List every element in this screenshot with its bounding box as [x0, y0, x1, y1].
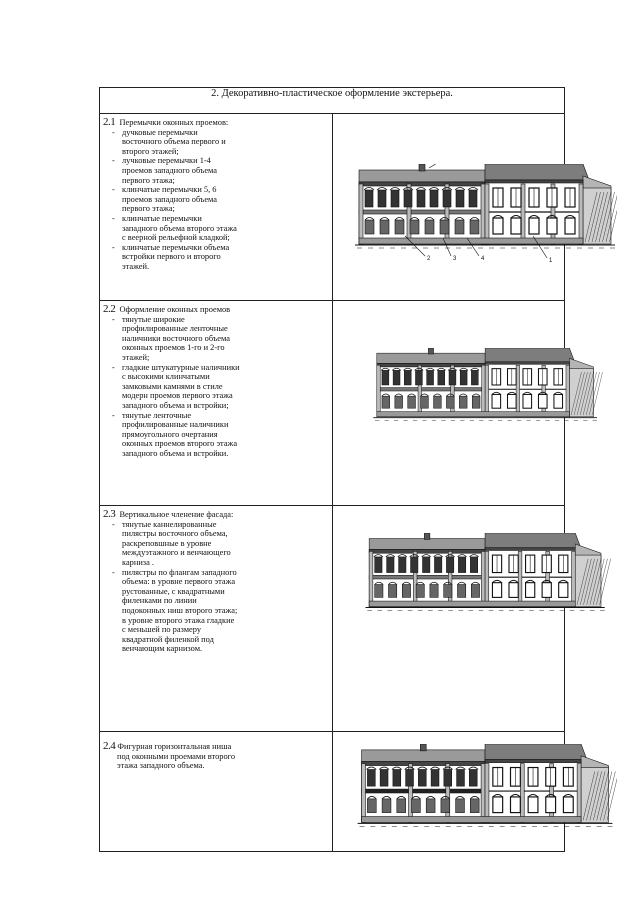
window-upper: [392, 769, 400, 786]
window-lower: [528, 797, 538, 813]
section-heading: Оформление оконных проемов: [119, 305, 231, 314]
window-upper: [443, 769, 451, 786]
window-lower: [426, 799, 435, 813]
window-lower: [410, 220, 419, 234]
roof-east: [485, 533, 581, 548]
window-upper: [469, 190, 477, 207]
facade-group: [357, 744, 616, 826]
window-lower: [396, 799, 405, 813]
window-lower: [510, 797, 520, 813]
window-lower: [558, 583, 567, 598]
specification-table: [99, 87, 565, 852]
pilaster: [520, 764, 524, 823]
window-upper: [470, 557, 477, 573]
pilaster: [485, 764, 489, 823]
cornice-west: [361, 762, 484, 766]
window-upper: [404, 190, 412, 207]
section-number: 2.4: [103, 740, 116, 752]
window-lower: [394, 396, 402, 408]
window-lower: [470, 799, 479, 813]
window-lower: [402, 585, 410, 598]
section-2-2-drawing-cell: [332, 301, 565, 506]
window-upper: [391, 190, 399, 207]
belt-west: [359, 210, 485, 214]
window-upper: [458, 557, 465, 573]
window-lower: [511, 218, 521, 234]
window-upper: [431, 769, 439, 786]
facade-group: [355, 164, 617, 258]
chimney: [428, 348, 433, 354]
list-item: - клинчатые перемычки западного объема второго этажа с веерной рельефной кладкой;: [103, 214, 330, 243]
section-number: 2.3: [103, 508, 116, 520]
window-lower: [553, 394, 562, 408]
paragraph: под оконными проемами второго этажа западного объема.: [117, 751, 236, 771]
plinth: [361, 817, 581, 823]
window-lower: [367, 799, 376, 813]
section-2-3-text: [100, 506, 333, 732]
pilaster: [361, 764, 365, 823]
section-2-1-text: [100, 114, 333, 301]
window-upper: [386, 557, 393, 573]
facade-drawing: [355, 164, 617, 264]
window-upper: [434, 557, 441, 573]
facade-drawing: [355, 744, 617, 842]
window-upper: [430, 190, 438, 207]
cornice-west: [359, 182, 485, 186]
window-lower: [411, 799, 420, 813]
cornice-east: [485, 760, 581, 763]
window-upper: [426, 370, 433, 385]
pilaster: [485, 184, 489, 244]
window-lower: [455, 799, 464, 813]
window-upper: [446, 557, 453, 573]
window-lower: [407, 396, 415, 408]
section-2-4-drawing-cell: [332, 732, 565, 852]
cornice-east: [485, 180, 583, 183]
cornice-west: [369, 550, 485, 554]
window-lower: [545, 797, 555, 813]
pilaster: [485, 365, 488, 417]
pilaster: [481, 365, 484, 417]
window-lower: [538, 394, 547, 408]
list-item: - тянутые широкие профилированные ленточные наличники восточного объема оконных проемов 1-го и 2-го этажей;: [103, 315, 330, 363]
window-upper: [380, 769, 388, 786]
table-header: [100, 88, 565, 114]
list-item: - клинчатые перемычки 5, 6 проемов западного объема первого этажа;: [103, 185, 330, 214]
section-2-2-text: [100, 301, 333, 506]
roof-west: [359, 170, 485, 182]
window-upper: [471, 370, 478, 385]
facade-drawing: [355, 348, 617, 434]
window-lower: [471, 585, 479, 598]
window-lower: [565, 218, 575, 234]
callout-number: 2: [426, 256, 430, 262]
window-lower: [542, 583, 551, 598]
pilaster: [485, 551, 489, 606]
window-lower: [388, 585, 396, 598]
window-upper: [374, 557, 381, 573]
pilaster: [481, 551, 485, 606]
section-title: 2. Декоративно-пластическое оформление экстерьера.: [211, 88, 453, 99]
pilaster: [518, 551, 522, 606]
window-lower: [457, 585, 465, 598]
window-lower: [459, 396, 467, 408]
window-lower: [374, 585, 382, 598]
window-upper: [410, 557, 417, 573]
cornice-east: [485, 362, 569, 365]
chimney: [420, 744, 426, 751]
facade-group: [373, 348, 602, 420]
list-item: - тянутые каннелированные пилястры восточного объема, раскреповшные в уровне междуэтажного и венчающего карниза .: [103, 520, 330, 568]
roof-east: [485, 744, 587, 760]
roof-west: [361, 750, 484, 762]
window-lower: [507, 394, 516, 408]
section-heading: Фигурная горизонтальная ниша: [117, 742, 232, 751]
chimney: [424, 533, 430, 539]
facade-drawing: [355, 533, 617, 625]
list-item: - лучковые перемычки 1-4 проемов западного объема первого этажа;: [103, 156, 330, 185]
window-lower: [446, 396, 454, 408]
window-upper: [449, 370, 456, 385]
window-upper: [460, 370, 467, 385]
window-lower: [420, 396, 428, 408]
list-item: - пилястры по флангам западного объема: в уровне первого этажа рустованные, с квадратными филенками по линии подоконных ниш второго этажа; в уровне второго этажа гладкие с меньшей по размеру квадратной филенкой под венчающим карнизом.: [103, 568, 330, 654]
window-lower: [429, 585, 437, 598]
pilaster: [481, 184, 485, 244]
window-lower: [382, 799, 391, 813]
pilaster: [369, 551, 373, 606]
pilaster: [481, 764, 485, 823]
window-lower: [472, 396, 480, 408]
section-heading: Вертикальное членение фасада:: [119, 510, 234, 519]
window-upper: [456, 190, 464, 207]
roof-east: [485, 164, 589, 180]
callout-number: 4: [480, 256, 484, 262]
window-lower: [492, 394, 501, 408]
section-2-1-drawing-cell: [332, 114, 565, 301]
window-lower: [433, 396, 441, 408]
roof-east: [485, 348, 574, 362]
facade-group: [365, 533, 610, 610]
cornice-east: [485, 548, 575, 551]
leader-line: [429, 164, 439, 168]
window-lower: [380, 220, 389, 234]
window-lower: [529, 218, 539, 234]
pilaster: [359, 184, 363, 244]
window-lower: [525, 583, 534, 598]
window-lower: [416, 585, 424, 598]
window-lower: [440, 799, 449, 813]
window-upper: [393, 370, 400, 385]
window-upper: [418, 769, 426, 786]
window-upper: [381, 370, 388, 385]
window-upper: [398, 557, 405, 573]
pilaster: [376, 365, 379, 417]
section-2-3-drawing-cell: [332, 506, 565, 732]
window-upper: [378, 190, 386, 207]
window-lower: [522, 394, 531, 408]
window-lower: [425, 220, 434, 234]
window-upper: [443, 190, 451, 207]
window-lower: [443, 585, 451, 598]
window-lower: [455, 220, 464, 234]
window-lower: [493, 218, 503, 234]
belt-west: [369, 575, 485, 579]
window-lower: [365, 220, 374, 234]
list-item: - клинчатые перемычки объема встройки первого и второго этажей.: [103, 243, 330, 272]
window-lower: [509, 583, 518, 598]
plinth: [359, 238, 583, 244]
belt-west: [361, 789, 484, 793]
window-upper: [422, 557, 429, 573]
window-upper: [415, 370, 422, 385]
section-number: 2.2: [103, 303, 116, 315]
window-lower: [547, 218, 557, 234]
window-lower: [381, 396, 389, 408]
window-upper: [367, 769, 375, 786]
list-item: - тянутые ленточные профилированные наличники прямоугольного очертания оконных проемов второго этажа западного объема и встройки.: [103, 411, 330, 459]
section-2-4-text: [100, 732, 333, 852]
window-lower: [563, 797, 573, 813]
callout-number: 3: [452, 256, 456, 262]
plinth: [369, 601, 575, 607]
chimney: [419, 164, 425, 171]
roof-west: [369, 539, 485, 550]
pilaster: [579, 184, 583, 244]
belt-west: [376, 388, 484, 391]
window-upper: [417, 190, 425, 207]
pilaster: [565, 365, 568, 417]
window-upper: [365, 190, 373, 207]
list-item: - гладкие штукатурные наличники с высокими клинчатыми замковыми камнями в стиле модерн проемов первого этажа западного объема и встройки;: [103, 363, 330, 411]
cornice-west: [376, 363, 484, 366]
roof-west: [376, 353, 484, 363]
window-lower: [492, 797, 502, 813]
list-item: - дучковые перемычки восточного объема первого и второго этажей;: [103, 128, 330, 157]
window-upper: [404, 370, 411, 385]
window-upper: [437, 370, 444, 385]
window-upper: [405, 769, 413, 786]
section-number: 2.1: [103, 116, 116, 128]
section-heading: Перемычки оконных проемов:: [119, 118, 229, 127]
window-lower: [492, 583, 501, 598]
window-lower: [440, 220, 449, 234]
pilaster: [571, 551, 575, 606]
pilaster: [577, 764, 581, 823]
window-lower: [470, 220, 479, 234]
callout-number: 1: [548, 258, 552, 264]
window-upper: [456, 769, 464, 786]
window-lower: [395, 220, 404, 234]
plinth: [376, 412, 569, 417]
window-upper: [469, 769, 477, 786]
